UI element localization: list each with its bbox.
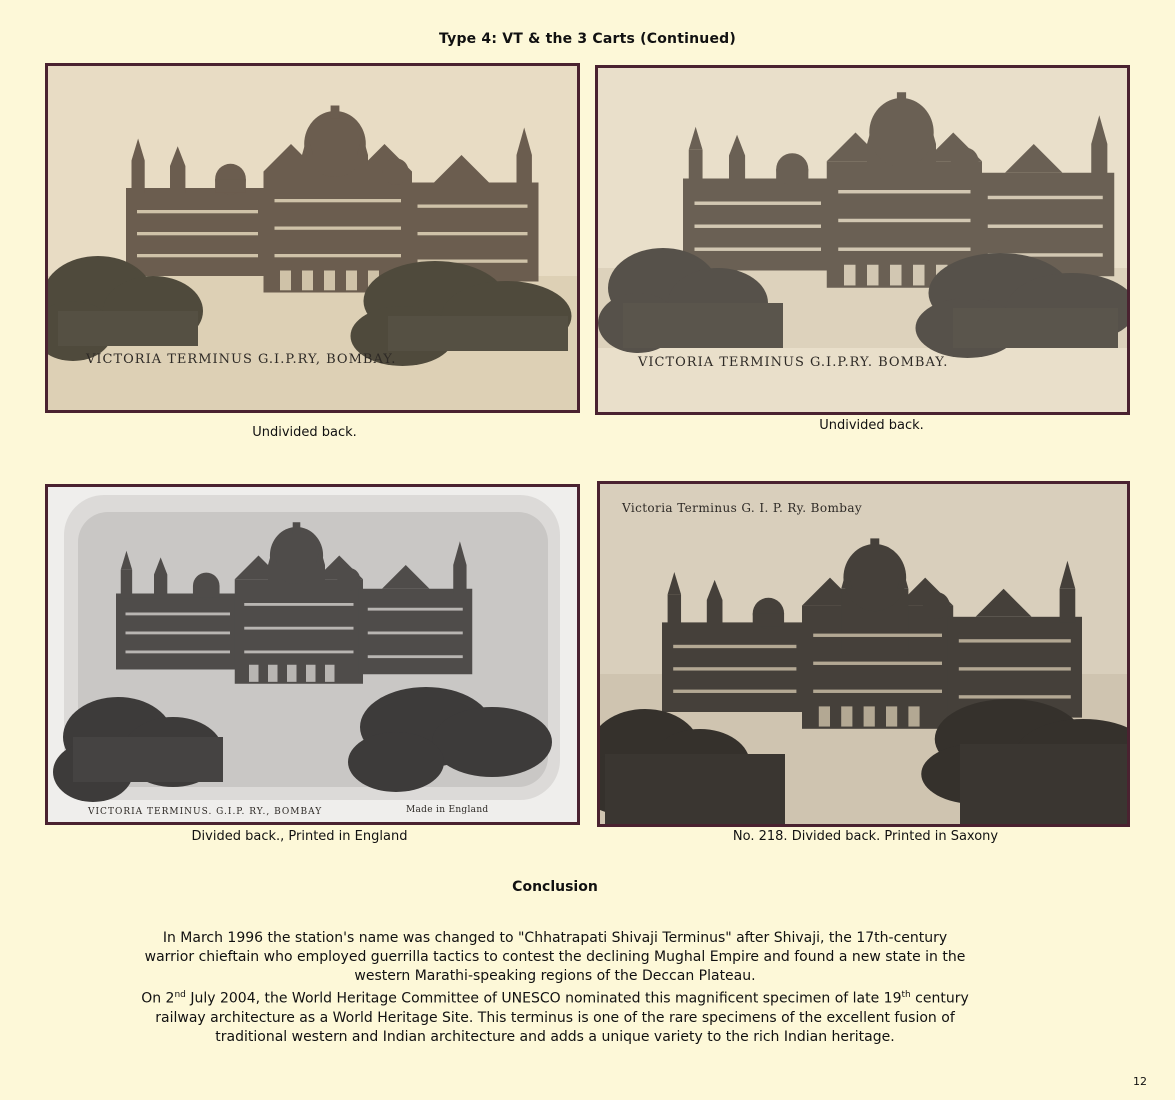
postcard-caption: Undivided back. bbox=[252, 425, 357, 440]
conclusion-paragraph-2: On 2nd July 2004, the World Heritage Committee of UNESCO nominated this magnificent specimen of late 19th century railway architecture as a World Heritage Site. This terminus is one of the rare specimens of the excellent fusion of traditional western and Indian architecture and adds a unique variety to the rich Indian heritage. bbox=[141, 990, 969, 1045]
card-imprint-right: Made in England bbox=[406, 805, 489, 815]
postcard-undivided-1 bbox=[45, 63, 580, 413]
postcard-divided-england bbox=[45, 484, 580, 825]
victoria-terminus-photo bbox=[48, 487, 577, 822]
conclusion-paragraph: In March 1996 the station's name was changed to "Chhatrapati Shivaji Terminus" after Shivaji, the 17th-century warrior chieftain who employed guerrilla tactics to contest the declining Mughal Empire and found a new state in the western Marathi-speaking regions of the Deccan Plateau. bbox=[144, 930, 966, 984]
card-imprint: VICTORIA TERMINUS G.I.P.RY, BOMBAY. bbox=[86, 352, 397, 367]
card-imprint: VICTORIA TERMINUS. G.I.P. RY., BOMBAY bbox=[88, 807, 323, 817]
postcard-caption: No. 218. Divided back. Printed in Saxony bbox=[732, 829, 999, 844]
page-title: Type 4: VT & the 3 Carts (Continued) bbox=[439, 31, 736, 47]
victoria-terminus-photo bbox=[600, 484, 1127, 824]
postcard-caption: Divided back., Printed in England bbox=[191, 829, 408, 844]
page-number: 12 bbox=[1133, 1075, 1147, 1088]
postcard-caption: Undivided back. bbox=[819, 418, 924, 433]
conclusion-text bbox=[140, 929, 970, 1047]
conclusion-heading: Conclusion bbox=[512, 879, 598, 895]
card-imprint: VICTORIA TERMINUS G.I.P.RY. BOMBAY. bbox=[638, 355, 949, 370]
card-imprint: Victoria Terminus G. I. P. Ry. Bombay bbox=[622, 501, 863, 515]
postcard-divided-saxony bbox=[597, 481, 1130, 827]
postcard-undivided-2 bbox=[595, 65, 1130, 415]
